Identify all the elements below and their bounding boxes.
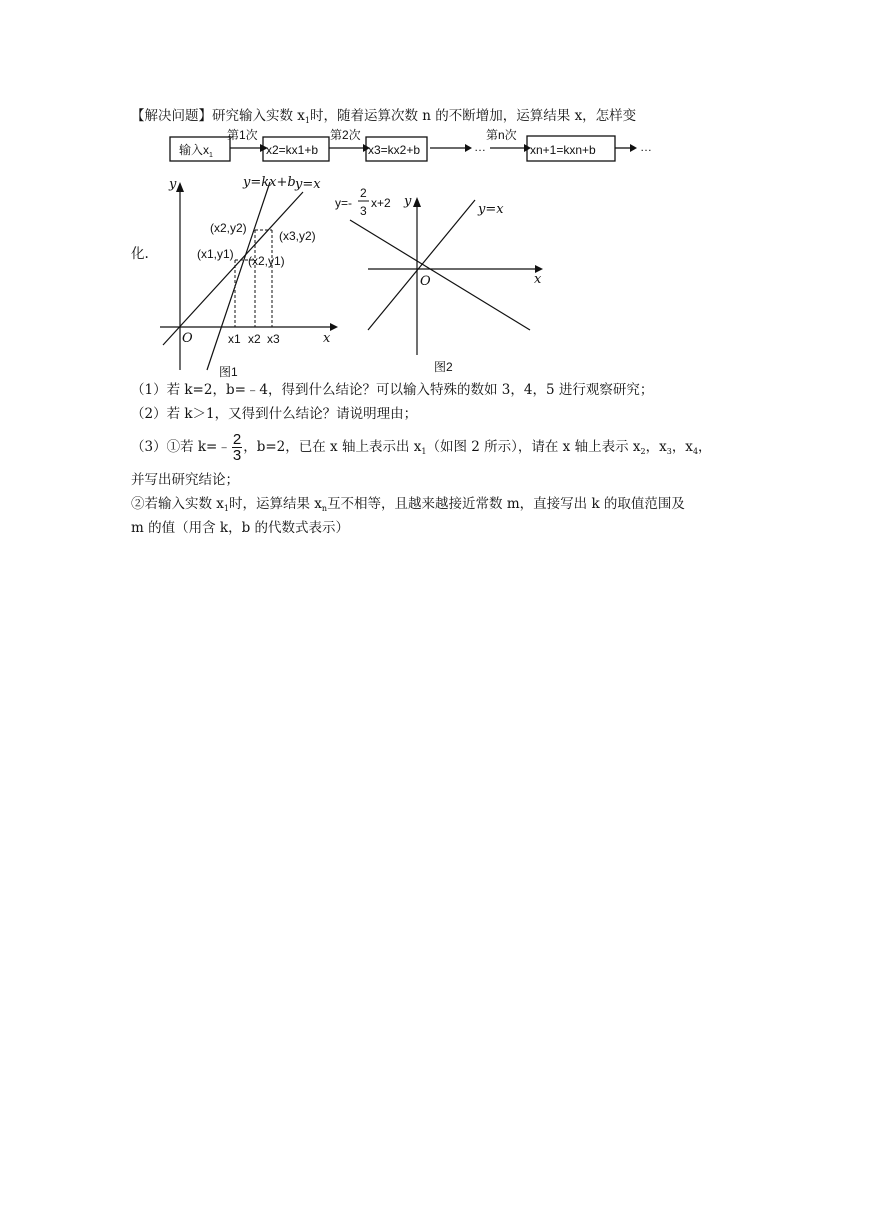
q3-text-c: （如图 2 所示），请在 x 轴上表示 x bbox=[426, 439, 641, 455]
q3-text-a: （3）①若 k=﹣ bbox=[131, 439, 231, 455]
fig1-line2-label: y=x bbox=[295, 177, 321, 192]
flow-box3: x3=kx2+b bbox=[368, 143, 421, 157]
question-2: （2）若 k＞1，又得到什么结论？请说明理由； bbox=[131, 406, 418, 422]
flow-step1: 第1次 bbox=[227, 128, 258, 142]
flow-box1: 输入$x_1$ bbox=[179, 143, 213, 159]
flow-dots-1: … bbox=[474, 140, 486, 154]
figure-2 bbox=[330, 175, 560, 375]
fig2-origin: O bbox=[420, 274, 431, 289]
fig1-point-2a: (x2,y2) bbox=[210, 221, 247, 235]
question-3-line2: 并写出研究结论； bbox=[131, 472, 239, 488]
fig2-caption: 图2 bbox=[434, 360, 453, 374]
fig1-point-1: (x1,y1) bbox=[197, 247, 234, 261]
fig1-line1-label: y=kx+b bbox=[243, 175, 296, 190]
figure-1 bbox=[155, 170, 345, 380]
question-4: ②若输入实数 $x_1$时，运算结果 $x_n$互不相等，且越来越接近常数 m，直接写出 k 的取值范围及 bbox=[131, 496, 685, 513]
intro-wrap: 化. bbox=[131, 246, 149, 262]
fig1-origin: O bbox=[182, 331, 193, 346]
fig2-line1-label: y=- bbox=[335, 196, 353, 210]
flow-dots-2: … bbox=[640, 140, 652, 154]
flow-box2: x2=kx1+b bbox=[266, 143, 319, 157]
fig2-line1-post: x+2 bbox=[371, 196, 391, 210]
fig2-frac-den: 3 bbox=[360, 204, 367, 218]
q4-text-c: 互不相等，且越来越接近常数 m，直接写出 k 的取值范围及 bbox=[327, 496, 685, 512]
flow-boxn: xn+1=kxn+b bbox=[530, 143, 596, 157]
fig1-tick-x2: x2 bbox=[248, 332, 261, 346]
question-3: （3）①若 k=﹣ $\frac{2}{3}$ ，b=2，已在 x 轴上表示出 $x_1$（如图 2 所示），请在 x 轴上表示 $x_2$，$x_3$，$x_4$， bbox=[131, 431, 712, 464]
fig2-x-axis: x bbox=[534, 272, 542, 287]
fig1-y-axis: y bbox=[169, 177, 177, 192]
intro-tail: 时，随着运算次数 n 的不断增加，运算结果 x，怎样变 bbox=[310, 108, 637, 124]
fig2-line2-label: y=x bbox=[478, 202, 504, 217]
question-4-line2: m 的值（用含 k，b 的代数式表示） bbox=[131, 520, 349, 536]
intro-sub: 1 bbox=[304, 116, 310, 125]
fig2-y-axis: y bbox=[404, 194, 412, 209]
fig1-caption: 图1 bbox=[219, 365, 238, 379]
q3-fraction: $\frac{2}{3}$ bbox=[232, 431, 242, 464]
q4-text-a: ②若输入实数 x bbox=[131, 496, 224, 512]
flowchart bbox=[160, 124, 660, 168]
q3-text-b: ，b=2，已在 x 轴上表示出 x bbox=[243, 439, 422, 455]
flow-step2: 第2次 bbox=[330, 128, 361, 142]
intro-head: 【解决问题】研究输入实数 x bbox=[131, 108, 305, 124]
fig1-point-2b: (x2,y1) bbox=[248, 254, 285, 268]
fig1-tick-x3: x3 bbox=[267, 332, 280, 346]
fig1-x-axis: x bbox=[323, 331, 331, 346]
flow-stepn: 第n次 bbox=[486, 128, 517, 142]
fig1-point-3: (x3,y2) bbox=[279, 229, 316, 243]
fig1-tick-x1: x1 bbox=[228, 332, 241, 346]
fig2-frac-num: 2 bbox=[360, 186, 367, 200]
q4-text-b: 时，运算结果 x bbox=[229, 496, 322, 512]
question-1: （1）若 k=2，b=﹣4，得到什么结论？可以输入特殊的数如 3，4，5 进行观察研究； bbox=[131, 382, 654, 398]
